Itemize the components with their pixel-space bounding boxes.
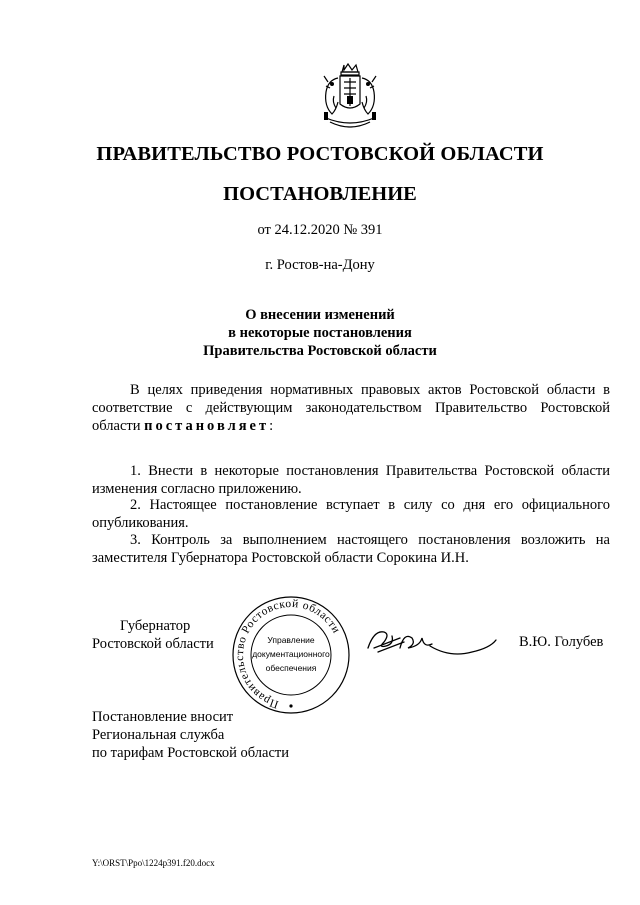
subject-line: О внесении изменений <box>245 307 395 323</box>
subject-line: в некоторые постановления <box>228 325 412 341</box>
introduced-by-line: по тарифам Ростовской области <box>92 745 289 761</box>
preamble-suffix: : <box>269 418 274 434</box>
document-subject <box>0 306 640 360</box>
stamp-inner-line: документационного <box>252 649 330 659</box>
resolution-item <box>92 531 610 567</box>
resolution-item-text: 1. Внести в некоторые постановления Правительства Ростовской области изменения согласно приложению. <box>92 463 610 497</box>
stamp-inner-line: Управление <box>267 635 315 645</box>
introduced-by-line: Региональная служба <box>92 727 225 743</box>
preamble-keyword: постановляет <box>144 418 270 434</box>
stamp-ring-text: Правительство Ростовской области <box>233 597 343 711</box>
signatory-position-line: Губернатор <box>120 618 191 634</box>
government-title: ПРАВИТЕЛЬСТВО РОСТОВСКОЙ ОБЛАСТИ <box>96 143 544 165</box>
introduced-by <box>92 708 289 762</box>
stamp-inner-line: обеспечения <box>265 663 317 673</box>
preamble-text: В целях приведения нормативных правовых актов Ростовской области в соответствие с действующим законодательством Правительство Ростовской области <box>92 382 610 434</box>
signatory-name: В.Ю. Голубев <box>519 634 604 650</box>
signatory-position-line: Ростовской области <box>92 636 214 652</box>
file-path-footer: Y:\ORST\Ppo\1224p391.f20.docx <box>92 858 215 868</box>
resolution-item <box>92 462 610 498</box>
handwritten-signature <box>360 618 500 668</box>
document-city: г. Ростов-на-Дону <box>265 257 375 273</box>
preamble-paragraph <box>92 381 610 435</box>
resolution-item-text: 3. Контроль за выполнением настоящего постановления возложить на заместителя Губернатора Ростовской области Сорокина И.Н. <box>92 532 610 566</box>
signatory-position <box>92 617 214 653</box>
document-date-number: от 24.12.2020 № 391 <box>257 222 383 238</box>
coat-of-arms-icon <box>314 62 386 134</box>
official-stamp <box>226 595 356 715</box>
subject-line: Правительства Ростовской области <box>203 343 437 359</box>
resolution-item-text: 2. Настоящее постановление вступает в силу со дня его официального опубликования. <box>92 497 610 531</box>
resolution-item <box>92 496 610 532</box>
document-type: ПОСТАНОВЛЕНИЕ <box>223 183 417 205</box>
introduced-by-line: Постановление вносит <box>92 709 234 725</box>
